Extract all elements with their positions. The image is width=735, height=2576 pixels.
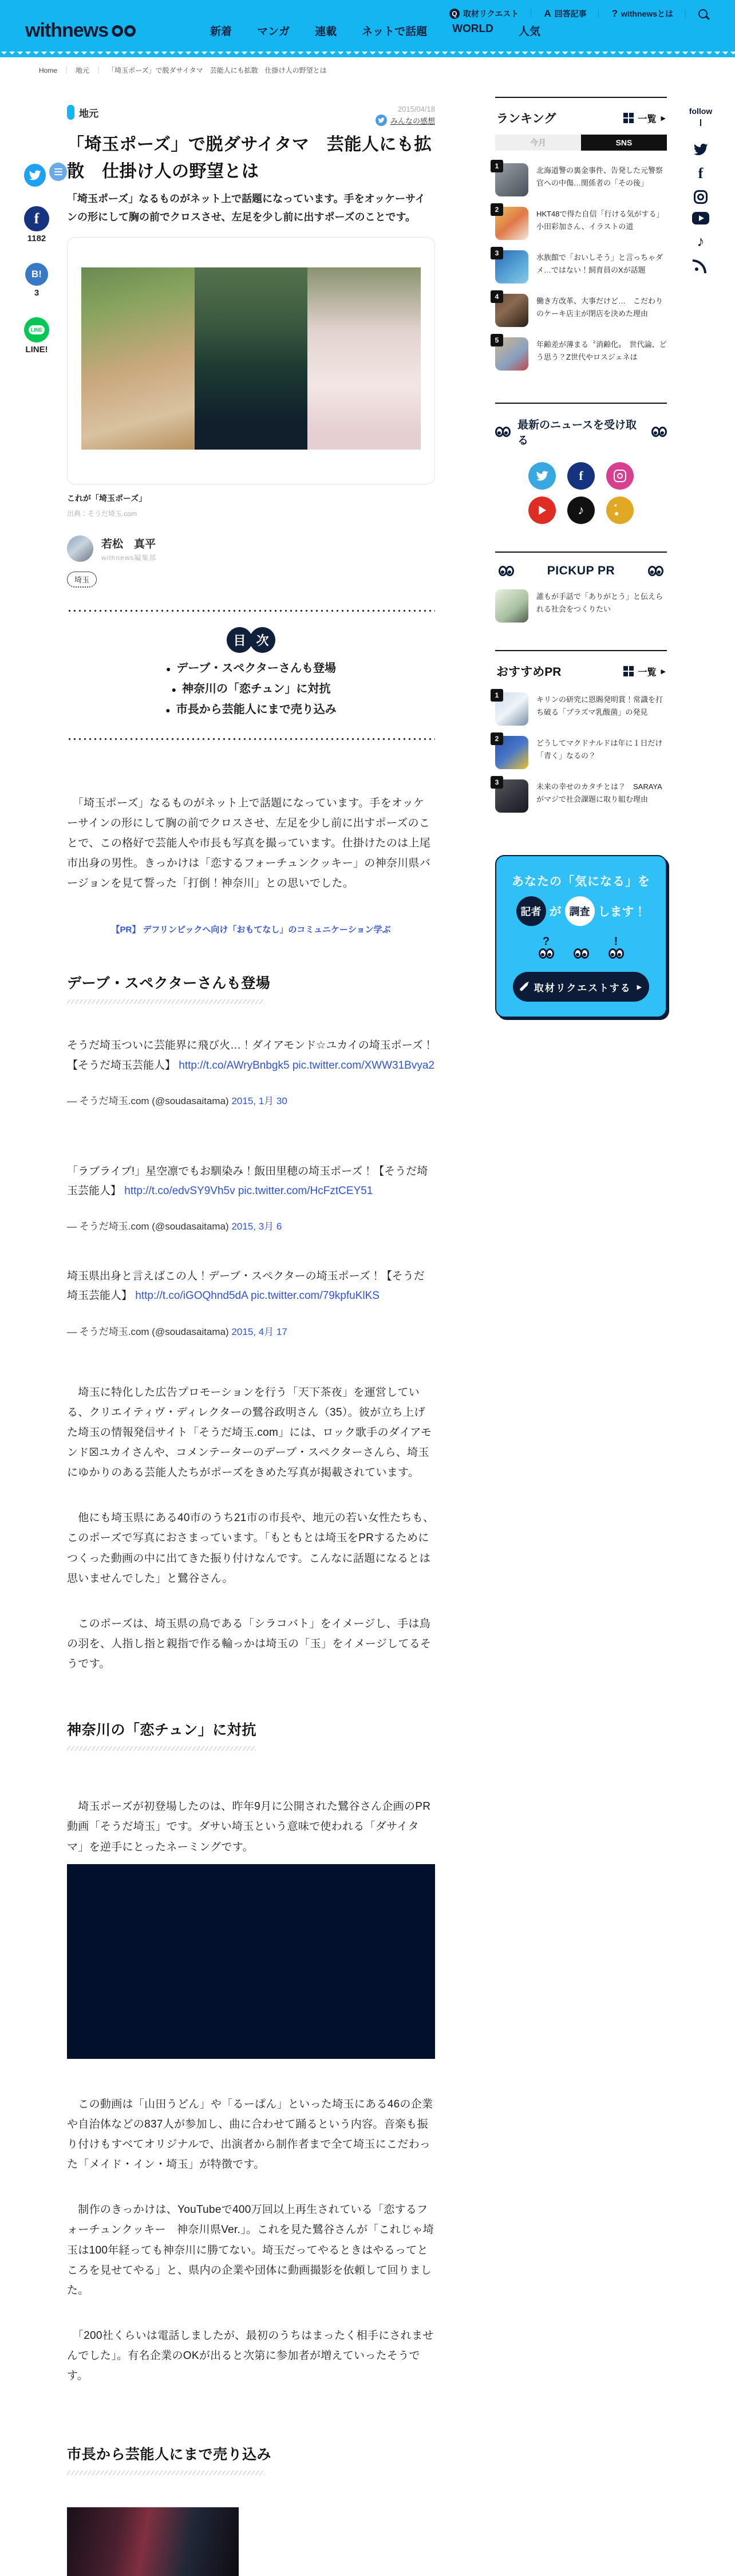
- eyes-icon: [651, 427, 667, 437]
- ranking-more-label: 一覧: [638, 114, 657, 124]
- nav-item-world[interactable]: WORLD: [452, 23, 493, 35]
- instagram-follow-link[interactable]: [694, 190, 708, 204]
- recommended-pr-more-label: 一覧: [638, 667, 657, 678]
- question-icon: ｜ ?: [611, 8, 618, 19]
- line-icon: LINE: [29, 325, 45, 334]
- recommended-pr-item-title: 未来の幸せのカタチとは？ SARAYAがマジで社会課題に取り組む理由: [536, 782, 662, 804]
- body-paragraph-5: 埼玉ポーズが初登場したのは、昨年9月に公開された鷺谷さん企画のPR動画「そうだ埼玉」です。ダサい埼玉という意味で使われる「ダサイタマ」を逆手にとったネーミングです。: [67, 1801, 431, 1853]
- site-header: [0, 0, 735, 52]
- twitter-bird-icon: [29, 169, 41, 182]
- ranking-item-title: 年齢差が薄まる〝消齢化〟 世代論、どう思う？Z世代やロスジェネは: [536, 340, 667, 362]
- section-heading-3: 市長から芸能人にまで売り込み: [67, 2447, 272, 2463]
- hero-photo-left: [81, 267, 195, 450]
- body-paragraph-2: 埼玉に特化した広告プロモーションを行う「天下茶夜」を運営している、クリエイティヴ・ディレクターの鷺谷政明さん（35）。彼が立ち上げた埼玉の情報発信サイト「そうだ埼玉.com」には、ロック歌手のダイアモンド☒ユカイさんや、コメンテーターのデーブ・スペクターさんら、埼玉にゆかりのある芸能人たちがポーズをきめた写真が掲載されています。: [67, 1386, 432, 1479]
- eyes-icon: [608, 948, 624, 959]
- about-withnews-label: withnewsとは: [621, 9, 673, 18]
- youtube-follow-link[interactable]: [692, 212, 709, 224]
- grid-icon: [623, 113, 634, 123]
- tweet-date-link[interactable]: 2015, 4月 17: [231, 1326, 287, 1337]
- body-paragraph-6: この動画は「山田うどん」や「るーぱん」といった埼玉にある46の企業や自治体などの837人が参加し、曲に合わせて踊るという内容。音楽も振り付けもすべてオリジナルで、出演者から制作者まで全て埼玉にこだわった「メイド・イン・埼玉」が特徴です。: [67, 2098, 433, 2171]
- tweet-attribution: — そうだ埼玉.com (@soudasaitama): [67, 1095, 229, 1106]
- author-name: 若松 真平: [101, 538, 156, 550]
- eyes-icon: [574, 948, 589, 959]
- header-utility-menu: [449, 8, 708, 19]
- dotted-divider: [67, 609, 435, 612]
- embedded-tweet-3: [67, 1267, 435, 1337]
- nav-item-new[interactable]: 新着: [210, 26, 232, 38]
- sidebar: [495, 75, 667, 2576]
- article-category-link[interactable]: [67, 105, 98, 120]
- ranking-item-title: 働き方改革、大事だけど… こだわりのケーキ店主が閉店を決めた理由: [536, 297, 663, 318]
- tweet-text: 埼玉県出身と言えばこの人！デーブ・スペクターの埼玉ポーズ！【そうだ埼玉芸能人】: [67, 1270, 425, 1302]
- reporter-chip: 記者: [516, 896, 546, 926]
- tweet-text: そうだ埼玉ついに芸能界に飛び火…！ダイアモンド☆ユカイの埼玉ポーズ！【そうだ埼玉芸能人】: [67, 1039, 434, 1072]
- recommended-pr-title: おすすめPR: [496, 665, 562, 679]
- rss-icon: [614, 505, 626, 516]
- hero-photo-right: [307, 267, 421, 450]
- a-icon: ｜ A: [544, 8, 551, 19]
- recommended-pr-more-link[interactable]: [623, 665, 666, 678]
- dotted-divider: [67, 738, 435, 740]
- ranking-item-2[interactable]: [495, 202, 667, 246]
- glasses-icon: [112, 25, 136, 37]
- line-share-button[interactable]: [24, 317, 49, 342]
- heading-hatch-underline: [67, 1746, 256, 1751]
- coverage-request-box: [495, 855, 667, 1018]
- bullet-icon: ●: [165, 705, 171, 715]
- embedded-tweet-1: [67, 1036, 435, 1106]
- breadcrumb-current-page: 「埼玉ポーズ」で脱ダサイタマ 芸能人にも拡散 仕掛け人の野望とは: [108, 66, 327, 74]
- facebook-follow-link[interactable]: f: [698, 165, 704, 182]
- toc-item-2[interactable]: ● 神奈川の「恋チュン」に対抗: [171, 682, 331, 695]
- heading-hatch-underline: [67, 999, 264, 1004]
- hero-photo-center: [195, 267, 308, 450]
- hatena-share-button[interactable]: B!: [25, 263, 48, 286]
- pr-ad-link[interactable]: [67, 923, 435, 935]
- heading-hatch-underline: [67, 2471, 264, 2475]
- body-paragraph-3: 他にも埼玉県にある40市のうち21市の市長や、地元の若い女性たちも、このポーズで写真におさまっています。「もともとは埼玉をPRするためにつくった動画の中に出てきた振り付けなんです。こんなに話題になるとは思いませんでした」と鷺谷さん。: [67, 1512, 434, 1585]
- social-follow-grid: [527, 462, 635, 524]
- request-coverage-link[interactable]: [449, 8, 519, 19]
- instagram-follow-button[interactable]: [606, 462, 634, 490]
- author-avatar: [67, 535, 93, 562]
- recommended-pr-item-title: どうしてマクドナルドは年に１日だけ「青く」なるの？: [536, 739, 663, 761]
- rank-number-badge: 3: [491, 776, 503, 789]
- comment-bubble-icon: [54, 168, 62, 175]
- rank-number-badge: 5: [491, 334, 503, 346]
- feedback-label: みんなの感想: [390, 116, 435, 125]
- hero-source: 出典：そうだ埼玉.com: [67, 509, 137, 518]
- answer-articles-link[interactable]: [527, 8, 586, 19]
- search-button[interactable]: [681, 8, 708, 19]
- rank-number-badge: 2: [491, 732, 503, 745]
- coverage-request-button[interactable]: [513, 972, 649, 1002]
- embedded-video-player[interactable]: [67, 1864, 435, 2059]
- body-paragraph-4: このポーズは、埼玉県の鳥である「シラコバト」をイメージし、手は鳥の羽を、人指し指と親指で作る輪っかは埼玉の「玉」をイメージしてるそうです。: [67, 1617, 432, 1671]
- nav-item-popular[interactable]: 人気: [518, 26, 540, 38]
- twitter-bird-icon: [536, 470, 548, 482]
- pickup-pr-title: PICKUP PR: [547, 564, 615, 577]
- recommended-pr-item-1[interactable]: [495, 688, 667, 731]
- toc-badge-icon: 目 次: [67, 627, 435, 653]
- line-share-label: LINE!: [25, 345, 48, 355]
- nav-item-net-topics[interactable]: ネットで話題: [362, 26, 428, 38]
- newsletter-title: 最新のニュースを受け取る: [517, 419, 637, 447]
- tweet-attribution: — そうだ埼玉.com (@soudasaitama): [67, 1221, 229, 1232]
- ranking-item-title: 水族館で「おいしそう」と言っちゃダメ…ではない！飼育員のXが話題: [536, 253, 663, 275]
- rss-follow-button[interactable]: [606, 497, 634, 524]
- tweet-attribution: — そうだ埼玉.com (@soudasaitama): [67, 1326, 229, 1337]
- tweet-link[interactable]: http://t.co/edvSY9Vh5v pic.twitter.com/HcFztCEY51: [124, 1185, 373, 1198]
- article-column: [67, 75, 435, 2576]
- rank-number-badge: 4: [491, 290, 503, 303]
- article-photo: [67, 2507, 239, 2576]
- rank-number-badge: 2: [491, 203, 503, 216]
- ranking-title: ランキング: [496, 112, 556, 125]
- tweet-date-link[interactable]: 2015, 1月 30: [231, 1095, 287, 1106]
- twitter-share-button[interactable]: [24, 164, 46, 187]
- rss-follow-link[interactable]: [694, 258, 708, 272]
- tab-sns[interactable]: SNS: [581, 135, 667, 151]
- eyes-icon: [495, 427, 511, 437]
- recommended-pr-section: [495, 650, 667, 818]
- breadcrumb: [0, 57, 735, 75]
- about-withnews-link[interactable]: [595, 8, 673, 19]
- youtube-icon: [692, 212, 709, 224]
- breadcrumb-section[interactable]: 地元 ｜: [76, 65, 108, 75]
- follow-divider: [700, 119, 701, 126]
- article-title: 「埼玉ポーズ」で脱ダサイタマ 芸能人にも拡散 仕掛け人の野望とは: [67, 135, 432, 181]
- rss-icon: [694, 258, 708, 272]
- grid-icon: [623, 666, 634, 676]
- rank-number-badge: 1: [491, 689, 503, 702]
- site-logo[interactable]: [25, 19, 136, 42]
- tweet-link[interactable]: http://t.co/iGOQhnd5dA pic.twitter.com/79kpfuKlKS: [135, 1290, 380, 1302]
- tab-this-month[interactable]: 今月: [495, 135, 581, 151]
- ranking-tabs: [495, 135, 667, 151]
- site-logo-text: withnews: [25, 19, 109, 41]
- arrow-right-icon: ▶: [637, 983, 643, 991]
- body-paragraph-1: 「埼玉ポーズ」なるものがネット上で話題になっています。手をオッケーサインの形にして胸の前でクロスさせ、左足を少し前に出すポーズのことで、この格好で芸能人や市長も写真を撮っています。仕掛けたのは上尾市出身の男性。きっかけは「恋するフォーチュンクッキー」の神奈川県バージョンを見て誓った「打倒！神奈川」との思いでした。: [67, 797, 431, 890]
- pr-text: デフリンピックへ向け「おもてなし」のコミュニケーション学ぶ: [143, 925, 391, 935]
- follow-label: follow: [689, 107, 713, 116]
- twitter-bird-icon: [693, 142, 708, 157]
- pickup-pr-item[interactable]: [495, 585, 667, 627]
- ranking-item-title: 北海道警の裏金事件、告発した元警察官への中傷…関係者の「その後」: [536, 166, 663, 188]
- share-rail: [21, 75, 67, 2576]
- facebook-share-button[interactable]: f: [24, 206, 49, 231]
- toc-item-3[interactable]: ● 市長から芸能人にまで売り込み: [165, 703, 337, 716]
- ranking-item-1[interactable]: [495, 159, 667, 202]
- bullet-icon: ●: [165, 664, 171, 673]
- ranking-more-link[interactable]: [623, 112, 666, 125]
- article-hero-image[interactable]: [67, 237, 435, 485]
- article-lead: 「埼玉ポーズ」なるものがネット上で話題になっています。手をオッケーサインの形にして胸の前でクロスさせ、左足を少し前に出すポーズのことです。: [67, 193, 425, 223]
- pencil-icon: [519, 983, 528, 991]
- hatena-share-count: 3: [34, 288, 39, 298]
- author-block[interactable]: [67, 535, 435, 562]
- arrow-right-icon: ▶: [661, 115, 666, 122]
- nav-item-series[interactable]: 連載: [315, 26, 337, 38]
- follow-rail: [675, 75, 726, 2576]
- ranking-section: [495, 97, 667, 376]
- newsletter-section: [495, 403, 667, 524]
- coverage-request-button-label: 取材リクエストする: [534, 982, 631, 994]
- instagram-icon: [614, 470, 626, 482]
- rank-number-badge: 1: [491, 160, 503, 172]
- facebook-share-count: 1182: [27, 234, 46, 243]
- tiktok-follow-link[interactable]: ♪: [697, 233, 705, 250]
- recommended-pr-item-title: キリンの研究に恩賜発明賞！常識を打ち破る「プラズマ乳酸菌」の発見: [536, 695, 663, 717]
- pickup-pr-section: [495, 552, 667, 627]
- article-category-label: 地元: [79, 108, 98, 119]
- hero-caption: これが「埼玉ポーズ」: [67, 493, 147, 503]
- search-icon: [698, 9, 708, 18]
- article-date: 2015/04/18: [397, 105, 435, 113]
- twitter-feedback-icon: [376, 115, 387, 126]
- nav-item-manga[interactable]: マンガ: [257, 26, 290, 38]
- section-heading-2: 神奈川の「恋チュン」に対抗: [67, 1722, 256, 1739]
- body-paragraph-8: 「200社くらいは電話しましたが、最初のうちはまったく相手にされませんでした」。有名企業のOKが出ると次第に参加者が増えていったそうです。: [67, 2329, 434, 2382]
- twitter-follow-link[interactable]: [693, 142, 708, 157]
- tweet-text: 「ラブライブ!」星空凛でもお馴染み！飯田里穂の埼玉ポーズ！【そうだ埼玉芸能人】: [67, 1165, 428, 1198]
- facebook-follow-button[interactable]: f: [567, 462, 595, 490]
- comment-share-button[interactable]: [49, 163, 67, 181]
- tiktok-follow-button[interactable]: ♪: [567, 497, 595, 524]
- answer-articles-label: 回答記事: [554, 9, 587, 18]
- section-heading-1: デーブ・スペクターさんも登場: [67, 975, 271, 992]
- category-pill-icon: [67, 105, 74, 120]
- author-department: withnews編集部: [101, 553, 157, 562]
- tweet-date-link[interactable]: 2015, 3月 6: [231, 1221, 282, 1232]
- header-zigzag-border: [0, 52, 735, 57]
- ranking-item-title: HKT48で得た自信「行ける気がする」小田彩加さん、イラストの道: [536, 210, 664, 231]
- tweet-link[interactable]: http://t.co/AWryBnbgk5 pic.twitter.com/XWW31Bvya2: [179, 1059, 434, 1072]
- ranking-item-3[interactable]: [495, 246, 667, 289]
- pr-label: 【PR】: [111, 925, 141, 935]
- request-box-line2: 記者 が 調査 します！: [505, 896, 657, 926]
- body-paragraph-7: 制作のきっかけは、YouTubeで400万回以上再生されている「恋するフォーチュンクッキー 神奈川県Ver.」。これを見た鷺谷さんが「これじゃ埼玉は100年経っても神奈川に勝てない。埼玉だってやるときはやるってところを見せてやる」と、県内の企業や団体に動画撮影を依頼して回りました。: [67, 2204, 434, 2297]
- request-coverage-label: 取材リクエスト: [463, 9, 519, 18]
- pickup-pr-thumbnail: [495, 589, 528, 623]
- eyes-icon: [539, 948, 554, 959]
- pickup-pr-item-title: 誰もが手話で「ありがとう」と伝えられる社会をつくりたい: [536, 592, 663, 614]
- feedback-link[interactable]: [376, 115, 435, 126]
- ranking-item-5[interactable]: [495, 333, 667, 376]
- bullet-icon: ●: [171, 684, 177, 694]
- rank-number-badge: 3: [491, 247, 503, 259]
- breadcrumb-home[interactable]: Home ｜: [39, 65, 76, 75]
- article-tag[interactable]: 埼玉: [67, 572, 97, 588]
- recommended-pr-item-3[interactable]: [495, 775, 667, 818]
- table-of-contents: [67, 662, 435, 716]
- q-icon: Q: [449, 9, 460, 19]
- request-box-eyes: ? !: [505, 935, 657, 962]
- play-icon: [539, 506, 546, 515]
- recommended-pr-item-2[interactable]: [495, 731, 667, 775]
- eyes-icon: [648, 566, 663, 576]
- main-nav: [210, 23, 540, 38]
- twitter-follow-button[interactable]: [528, 462, 556, 490]
- youtube-follow-button[interactable]: [528, 497, 556, 524]
- ranking-item-4[interactable]: [495, 289, 667, 333]
- instagram-icon: [694, 190, 708, 204]
- eyes-icon: [499, 566, 514, 576]
- toc-item-1[interactable]: ● デーブ・スペクターさんも登場: [165, 661, 337, 675]
- arrow-right-icon: ▶: [661, 668, 666, 675]
- survey-chip: 調査: [565, 896, 595, 926]
- request-box-line1: あなたの「気になる」を: [512, 875, 650, 888]
- embedded-tweet-2: [67, 1162, 435, 1232]
